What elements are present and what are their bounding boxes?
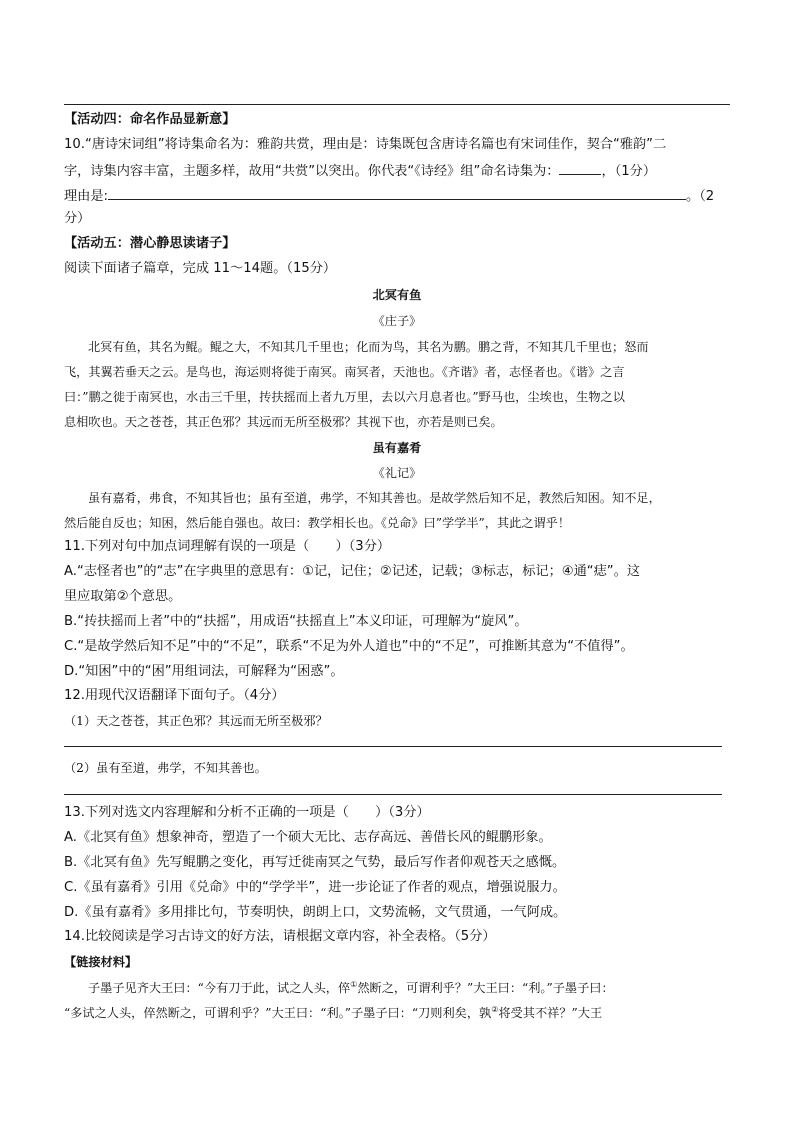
activity5-intro: 阅读下面诸子篇章，完成 11～14题。（15分） xyxy=(64,261,337,276)
link-material-line xyxy=(88,980,614,996)
q10-line3-score: 。（2 xyxy=(686,189,715,204)
text2-line: 然后能自反也；知困，然后能自强也。故曰：教学相长也。《兑命》曰”学学半”，其此之谓乎！ xyxy=(64,516,571,530)
link-text: 将受其不祥？”大王 xyxy=(498,1006,603,1020)
link-text: 子墨子见齐大王曰：“今有刀于此，试之人头，倅 xyxy=(88,981,351,995)
q11-option-c: C.“是故学然后知不足”中的“不足”，联系“不足为外人道也”中的“不足”，可推断其意为“不值得”。 xyxy=(64,639,634,654)
q10-line3 xyxy=(64,187,714,205)
activity5-heading: 【活动五：潜心静思读诸子】 xyxy=(64,236,236,251)
answer-line-1[interactable] xyxy=(64,746,722,747)
q11-option-d: D.“知困”中的“困”用组词法，可解释为“困惑”。 xyxy=(64,664,344,679)
reason-blank[interactable] xyxy=(108,187,686,200)
q10-line2-score: ，（1分） xyxy=(601,164,657,179)
q13-stem: 13.下列对选文内容理解和分析不正确的一项是（ ）（3分） xyxy=(64,805,430,820)
exam-page xyxy=(64,0,734,1123)
text1-line: 北冥有鱼，其名为鲲。鲲之大，不知其几千里也；化而为鸟，其名为鹏。鹏之背，不知其几千里也；怒而 xyxy=(88,340,649,354)
link-material-heading: 【链接材料】 xyxy=(64,955,138,969)
text1-line: 曰：”鹏之徙于南冥也，水击三千里，抟扶摇而上者九万里，去以六月息者也。”野马也，尘埃也，生物之以 xyxy=(64,390,625,404)
link-text: “多试之人头，倅然断之，可谓利乎？”大王曰：“利。”子墨子曰：“刀则利矣，孰 xyxy=(64,1006,492,1020)
text2-line: 虽有嘉肴，弗食，不知其旨也；虽有至道，弗学，不知其善也。是故学然后知不足，教然后知困。知不足， xyxy=(88,491,661,505)
text1-title: 北冥有鱼 xyxy=(372,288,422,302)
q13-option-a: A.《北冥有鱼》想象神奇，塑造了一个硕大无比、志存高远、善借长风的鲲鹏形象。 xyxy=(64,830,552,845)
q10-reason-label: 理由是: xyxy=(64,189,109,204)
header-rule xyxy=(64,104,730,105)
text1-line: 飞，其翼若垂天之云。是鸟也，海运则将徙于南冥。南冥者，天池也。《齐谐》者，志怪者也。《谐》之言 xyxy=(64,365,625,379)
q14-stem: 14.比较阅读是学习古诗文的好方法，请根据文章内容，补全表格。（5分） xyxy=(64,929,496,944)
q12-sentence-1: （1）天之苍苍，其正色邪？其远而无所至极邪？ xyxy=(64,714,328,728)
q10-line2 xyxy=(64,162,656,180)
q11-option-a: A.“志怪者也”的“志”在字典里的意思有：①记，记住；②记述，记载；③标志，标记；④通“痣”。这 xyxy=(64,564,641,579)
q11-option-b: B.“抟扶摇而上者”中的“扶摇”，用成语“扶摇直上”本义印证，可理解为“旋风”。 xyxy=(64,614,528,629)
q13-option-c: C.《虽有嘉肴》引用《兑命》中的“学学半”，进一步论证了作者的观点，增强说服力。 xyxy=(64,880,566,895)
text1-source: 《庄子》 xyxy=(372,314,422,328)
q12-sentence-2: （2）虽有至道，弗学，不知其善也。 xyxy=(64,761,267,775)
text2-source: 《礼记》 xyxy=(372,466,422,480)
q11-stem: 11.下列对句中加点词理解有误的一项是（ ）（3分） xyxy=(64,539,391,554)
q13-option-b: B.《北冥有鱼》先写鲲鹏之变化，再写迁徙南冥之气势，最后写作者仰观苍天之感慨。 xyxy=(64,855,566,870)
q13-option-d: D.《虽有嘉肴》多用排比句，节奏明快，朗朗上口，文势流畅，文气贯通，一气阿成。 xyxy=(64,905,567,920)
q11-option-a-cont: 里应取第②个意思。 xyxy=(64,589,182,604)
link-text: 然断之，可谓利乎？”大王曰：“利。”子墨子曰： xyxy=(357,981,614,995)
text1-line: 息相吹也。天之苍苍，其正色邪？其远而无所至极邪？其视下也，亦若是则已矣。 xyxy=(64,415,503,429)
answer-line-2[interactable] xyxy=(64,794,722,795)
text2-title: 虽有嘉肴 xyxy=(372,441,422,455)
footnote-marker: ② xyxy=(491,1004,499,1014)
q10-line4: 分） xyxy=(64,211,91,226)
footnote-marker: ① xyxy=(350,979,358,989)
q10-line2-text: 字，诗集内容丰富，主题多样，故用“共赏”以突出。你代表“《诗经》组”命名诗集为： xyxy=(64,164,560,179)
link-material-line xyxy=(64,1005,602,1021)
activity4-heading: 【活动四：命名作品显新意】 xyxy=(64,112,236,127)
q10-line1: 10.“唐诗宋词组”将诗集命名为：雅韵共赏，理由是：诗集既包含唐诗名篇也有宋词佳作，契合“雅韵”二 xyxy=(64,137,667,152)
q12-stem: 12.用现代汉语翻译下面句子。（4分） xyxy=(64,688,285,703)
poetry-name-blank[interactable] xyxy=(559,162,601,175)
